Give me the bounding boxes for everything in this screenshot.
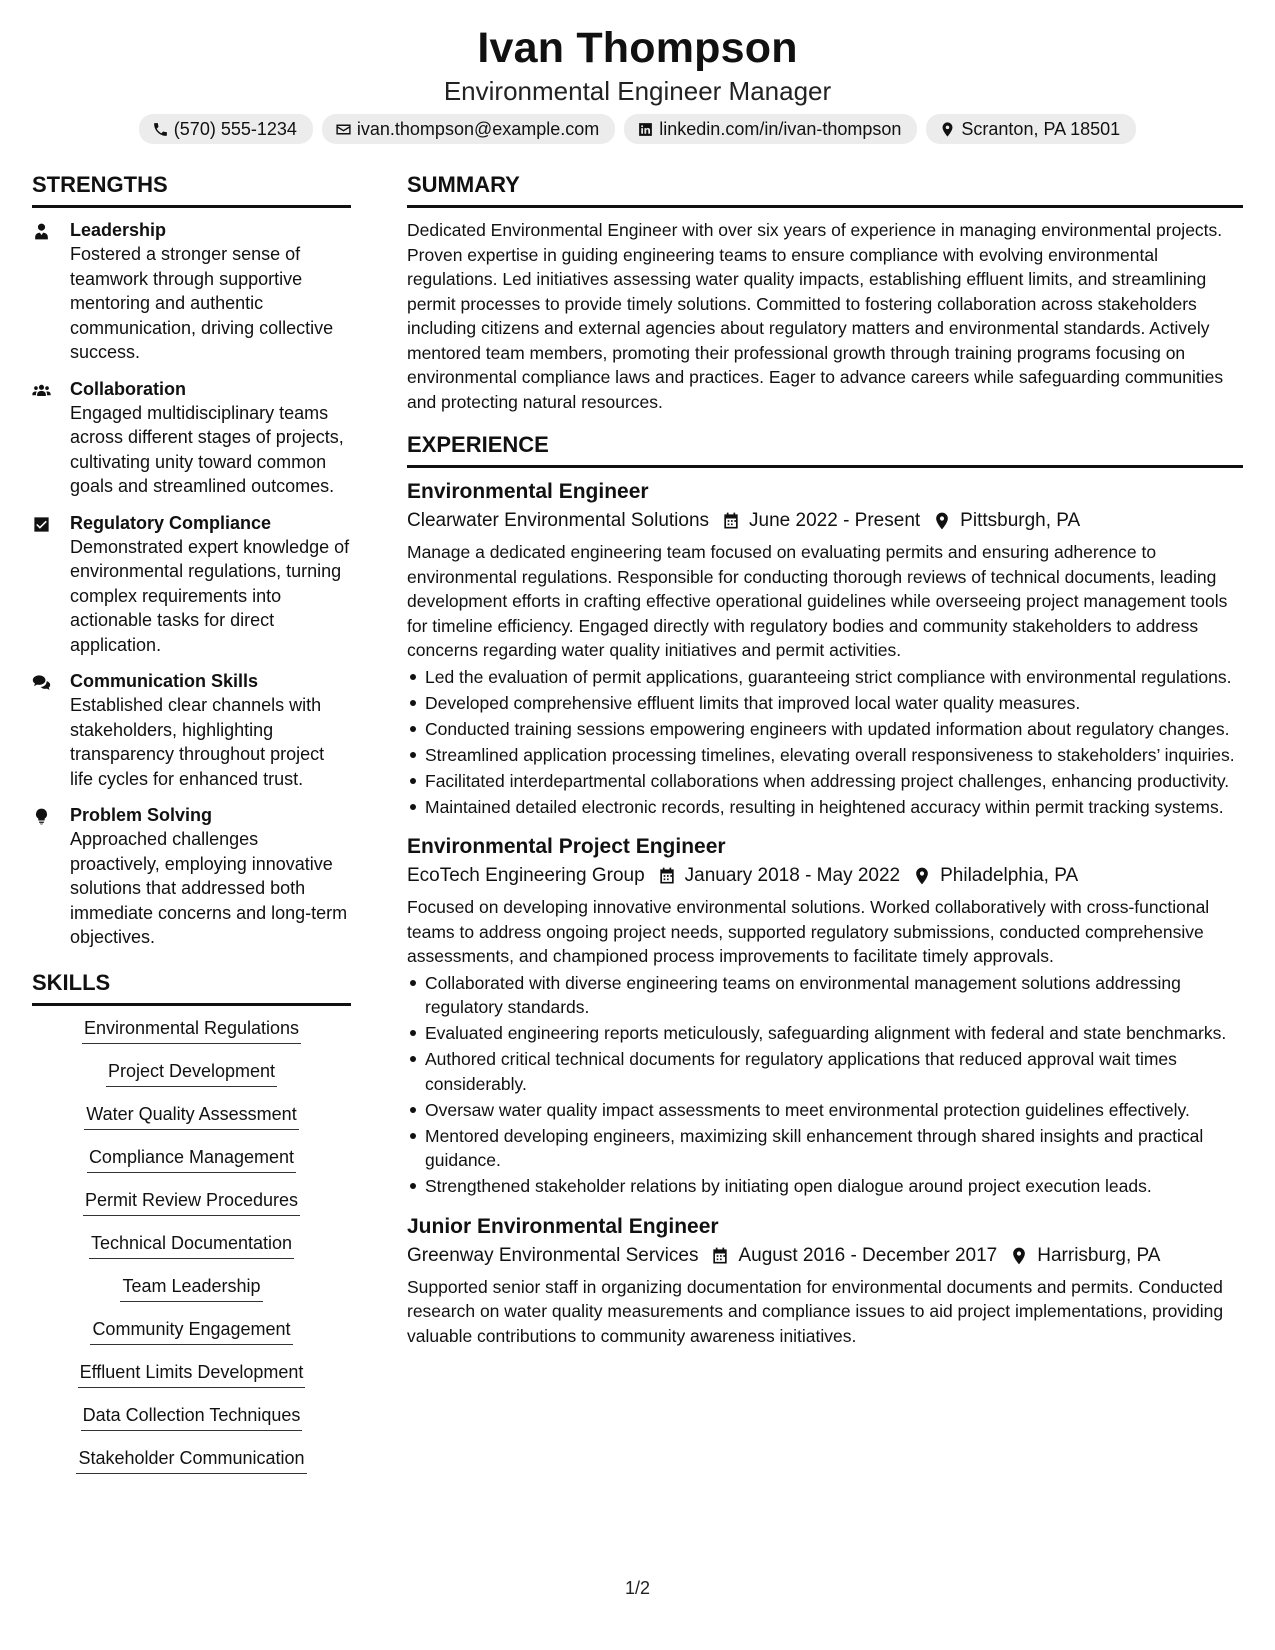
- skill-tag: Effluent Limits Development: [78, 1360, 306, 1388]
- skill-tag: Water Quality Assessment: [84, 1102, 298, 1130]
- strength-description: Fostered a stronger sense of teamwork through supportive mentoring and authentic communication, driving collective success.: [70, 244, 334, 362]
- skill-tag: Team Leadership: [120, 1274, 262, 1302]
- skill-tag: Project Development: [106, 1059, 277, 1087]
- map-pin-icon: [932, 511, 952, 531]
- skill-tag: Data Collection Techniques: [81, 1403, 303, 1431]
- strength-name: Problem Solving: [70, 805, 213, 825]
- strength-item: [32, 803, 351, 950]
- skill-tag: Permit Review Procedures: [83, 1188, 300, 1216]
- calendar-icon: [721, 511, 741, 531]
- map-pin-icon: [939, 121, 956, 138]
- job-location: Pittsburgh, PA: [960, 510, 1081, 531]
- strength-item: [32, 218, 351, 365]
- users-icon: [32, 381, 51, 400]
- skill-list: [32, 1016, 351, 1489]
- skill-tag: Stakeholder Communication: [76, 1446, 306, 1474]
- job-title: Junior Environmental Engineer: [407, 1214, 719, 1238]
- summary-heading: SUMMARY: [407, 170, 1243, 208]
- strength-name: Leadership: [70, 220, 167, 240]
- bullet-item: Streamlined application processing timelines, elevating overall responsiveness to stakeholders’ inquiries.: [407, 743, 1243, 768]
- contact-location: [926, 114, 1136, 144]
- strength-item: [32, 511, 351, 658]
- strength-description: Engaged multidisciplinary teams across different stages of projects, cultivating unity toward common goals and streamlined outcomes.: [70, 402, 344, 496]
- strengths-heading: STRENGTHS: [32, 170, 351, 208]
- job-entry: [407, 833, 1243, 1199]
- user-tie-icon: [32, 222, 51, 241]
- contact-email[interactable]: [322, 114, 615, 144]
- job-description: Supported senior staff in organizing documentation for environmental documents and permits. Conducted research on water quality measurements and compliance issues to aid project implementations, providing valuable contributions to community awareness initiatives.: [407, 1276, 1224, 1346]
- job-company: Clearwater Environmental Solutions: [407, 510, 710, 531]
- contact-phone[interactable]: [139, 114, 313, 144]
- bullet-item: Strengthened stakeholder relations by initiating open dialogue around project execution leads.: [407, 1174, 1243, 1199]
- job-description: Focused on developing innovative environmental solutions. Worked collaboratively with cross-functional teams to address ongoing project needs, supported regulatory submissions, conducted comprehensive assessments, and championed process improvements to facilitate timely approvals.: [407, 897, 1210, 966]
- job-title: Environmental Engineer: [407, 480, 649, 503]
- contact-text: ivan.thompson@example.com: [356, 119, 600, 139]
- map-pin-icon: [912, 866, 932, 886]
- summary-text: Dedicated Environmental Engineer with over six years of experience in managing environmental projects. Proven expertise in guiding engineering teams to ensure compliance with evolving environmental regulations. Led initiatives assessing water quality impacts, establishing effluent limits, and streamlining permit processes to provide timely solutions. Committed to fostering collaboration across stakeholders including citizens and external agencies about regulatory matters and environmental standards. Actively mentored team members, promoting their professional growth through training programs focusing on environmental compliance laws and practices. Eager to advance careers while safeguarding communities and protecting natural resources.: [407, 220, 1224, 412]
- skill-tag: Environmental Regulations: [82, 1016, 301, 1044]
- job-bullets: [407, 665, 1243, 820]
- strength-item: [32, 669, 351, 791]
- strength-name: Collaboration: [70, 378, 186, 399]
- bullet-item: Led the evaluation of permit applications, guaranteeing strict compliance with environmental regulations.: [407, 665, 1243, 690]
- strength-name: Regulatory Compliance: [70, 512, 272, 533]
- candidate-title: Environmental Engineer Manager: [443, 76, 832, 106]
- right-column: [407, 170, 1243, 1489]
- contact-text: (570) 555-1234: [173, 119, 297, 139]
- job-location: Harrisburg, PA: [1037, 1244, 1161, 1266]
- phone-icon: [152, 121, 169, 138]
- job-meta: [407, 1241, 1243, 1271]
- strength-description: Demonstrated expert knowledge of environmental regulations, turning complex requirements into actionable tasks for direct application.: [70, 536, 350, 655]
- skill-tag: Compliance Management: [87, 1145, 296, 1173]
- strength-item: [32, 377, 351, 499]
- job-company: EcoTech Engineering Group: [407, 865, 645, 886]
- calendar-icon: [657, 866, 677, 886]
- job-location: Philadelphia, PA: [940, 865, 1079, 886]
- page-number: 1/2: [624, 1578, 651, 1598]
- experience-heading: EXPERIENCE: [407, 430, 1243, 468]
- left-column: [32, 170, 351, 1489]
- bullet-item: Evaluated engineering reports meticulously, safeguarding alignment with federal and state benchmarks.: [407, 1021, 1243, 1046]
- map-pin-icon: [1009, 1246, 1029, 1266]
- bullet-item: Mentored developing engineers, maximizing skill enhancement through shared insights and practical guidance.: [407, 1124, 1243, 1173]
- job-bullets: [407, 971, 1243, 1199]
- bullet-item: Facilitated interdepartmental collaborations when addressing project challenges, enhancing productivity.: [407, 769, 1243, 794]
- bullet-item: Maintained detailed electronic records, resulting in heightened accuracy within permit tracking systems.: [407, 795, 1243, 820]
- strength-description: Approached challenges proactively, employing innovative solutions that addressed both immediate concerns and long-term objectives.: [70, 829, 348, 947]
- job-dates: August 2016 - December 2017: [738, 1244, 998, 1266]
- job-entry: [407, 1213, 1243, 1349]
- job-company: Greenway Environmental Services: [407, 1244, 699, 1266]
- bullet-item: Oversaw water quality impact assessments to meet environmental protection guidelines effectively.: [407, 1098, 1243, 1123]
- linkedin-icon: [637, 121, 654, 138]
- job-dates: January 2018 - May 2022: [684, 865, 901, 886]
- calendar-icon: [710, 1246, 730, 1266]
- job-meta: [407, 506, 1243, 536]
- job-dates: June 2022 - Present: [749, 510, 921, 531]
- job-entry: [407, 478, 1243, 819]
- skills-section: [32, 968, 351, 1489]
- bullet-item: Developed comprehensive effluent limits that improved local water quality measures.: [407, 691, 1243, 716]
- lightbulb-icon: [32, 807, 51, 826]
- job-meta: [407, 861, 1243, 891]
- skill-tag: Technical Documentation: [89, 1231, 294, 1259]
- candidate-name: Ivan Thompson: [477, 24, 798, 72]
- strength-description: Established clear channels with stakeholders, highlighting transparency throughout project life cycles for enhanced trust.: [70, 695, 325, 789]
- job-description: Manage a dedicated engineering team focused on evaluating permits and ensuring adherence to environmental regulations. Responsible for conducting thorough reviews of technical documents, leading development efforts in crafting effective operational guidelines while overseeing project management tools for timeline efficiency. Engaged directly with regulatory bodies and community stakeholders to address concerns regarding water quality initiatives and permit activities.: [407, 542, 1228, 660]
- comments-icon: [32, 673, 51, 692]
- check-square-icon: [32, 515, 51, 534]
- contact-linkedin[interactable]: [624, 114, 917, 144]
- skills-heading: SKILLS: [32, 968, 351, 1006]
- skill-tag: Community Engagement: [90, 1317, 292, 1345]
- contact-bar: [0, 114, 1275, 144]
- bullet-item: Collaborated with diverse engineering teams on environmental management solutions addressing regulatory standards.: [407, 971, 1243, 1020]
- envelope-icon: [335, 121, 352, 138]
- bullet-item: Conducted training sessions empowering engineers with updated information about regulatory changes.: [407, 717, 1243, 742]
- job-title: Environmental Project Engineer: [407, 835, 726, 858]
- contact-text: Scranton, PA 18501: [961, 119, 1121, 139]
- contact-text: linkedin.com/in/ivan-thompson: [659, 119, 902, 139]
- resume-header: [0, 0, 1275, 144]
- resume-body: [32, 170, 1243, 1489]
- strength-name: Communication Skills: [70, 671, 259, 691]
- bullet-item: Authored critical technical documents for regulatory applications that reduced approval wait times considerably.: [407, 1047, 1243, 1096]
